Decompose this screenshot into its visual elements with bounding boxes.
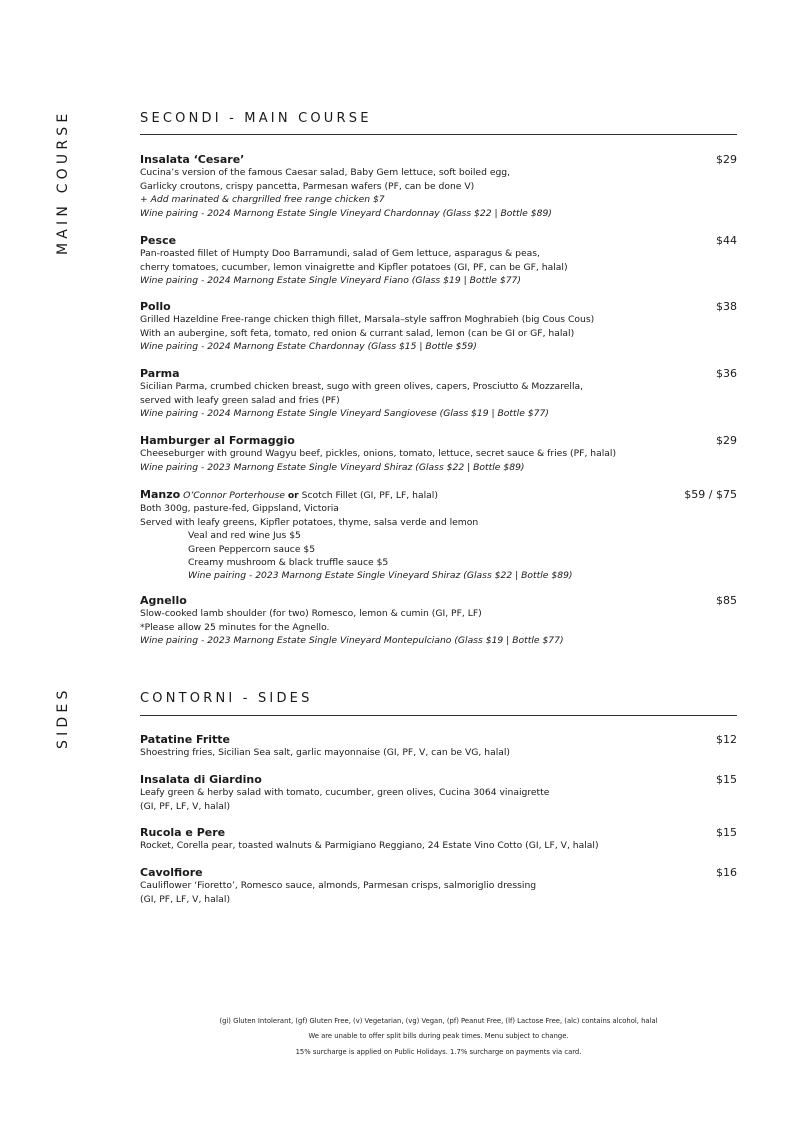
item-note: *Please allow 25 minutes for the Agnello. [140,621,330,633]
item-price: $12 [716,733,737,746]
section-divider [140,134,737,135]
item-description: served with leafy green salad and fries (PF) [140,394,340,406]
sauce-option: Green Peppercorn sauce $5 [188,543,316,555]
wine-pairing: Wine pairing - 2023 Marnong Estate Single Vineyard Montepulciano (Glass $19 | Bottle $77) [140,635,564,647]
item-description: Rocket, Corella pear, toasted walnuts & Parmigiano Reggiano, 24 Estate Vino Cotto (GI, LF, V, halal) [140,840,599,852]
item-name: Parma [140,367,180,380]
wine-pairing: Wine pairing - 2023 Marnong Estate Single Vineyard Shiraz (Glass $22 | Bottle $89) [188,570,573,582]
item-description: cherry tomatoes, cucumber, lemon vinaigrette and Kipfler potatoes (GI, PF, can be GF, halal) [140,261,568,273]
item-price: $15 [716,826,737,839]
section-title-secondi: SECONDI - MAIN COURSE [140,111,372,126]
item-description: Cucina’s version of the famous Caesar salad, Baby Gem lettuce, soft boiled egg, [140,167,511,179]
wine-pairing: Wine pairing - 2024 Marnong Estate Single Vineyard Fiano (Glass $19 | Bottle $77) [140,275,521,287]
item-price: $85 [716,594,737,607]
item-name: Rucola e Pere [140,826,226,839]
sauce-option: Creamy mushroom & black truffle sauce $5 [188,557,389,569]
menu-item-pesce [140,234,737,288]
item-price: $29 [716,153,737,166]
menu-item-patatine-fritte [140,733,737,760]
item-description: Shoestring fries, Sicilian Sea salt, garlic mayonnaise (GI, PF, V, can be VG, halal) [140,747,511,759]
item-description: Both 300g, pasture-fed, Gippsland, Victoria [140,503,339,515]
section-divider [140,715,737,716]
menu-item-pollo [140,300,737,354]
item-description: Leafy green & herby salad with tomato, cucumber, green olives, Cucina 3064 vinaigrette [140,787,550,799]
item-name: Cavolfiore [140,866,203,879]
item-price: $44 [716,234,737,247]
cut-option: O’Connor Porterhouse [183,490,285,501]
item-price: $16 [716,866,737,879]
item-description: With an aubergine, soft feta, tomato, red onion & currant salad, lemon (can be GI or GF, halal) [140,327,575,339]
item-description: Slow-cooked lamb shoulder (for two) Romesco, lemon & cumin (GI, PF, LF) [140,608,482,620]
wine-pairing: Wine pairing - 2024 Marnong Estate Chardonnay (Glass $15 | Bottle $59) [140,341,477,353]
menu-item-hamburger [140,434,737,474]
item-addon: + Add marinated & chargrilled free range chicken $7 [140,194,385,206]
item-name: Insalata ‘Cesare’ [140,153,245,166]
item-description: (GI, PF, LF, V, halal) [140,800,231,812]
wine-pairing: Wine pairing - 2024 Marnong Estate Single Vineyard Sangiovese (Glass $19 | Bottle $77) [140,408,549,420]
menu-item-insalata-cesare [140,153,737,220]
dietary-legend: (gi) Gluten Intolerant, (gf) Gluten Free, (v) Vegetarian, (vg) Vegan, (pf) Peanut Free, (lf) Lactose Free, (alc) contains alcohol, halal [219,1017,658,1025]
item-name: Hamburger al Formaggio [140,434,295,447]
item-price: $38 [716,300,737,313]
item-description: (GI, PF, LF, V, halal) [140,893,231,905]
cut-option: Scotch Fillet (GI, PF, LF, halal) [301,490,438,501]
item-name-row [140,488,737,502]
wine-pairing: Wine pairing - 2024 Marnong Estate Single Vineyard Chardonnay (Glass $22 | Bottle $89) [140,207,552,219]
item-name: Pesce [140,234,177,247]
side-label-sides: SIDES [55,686,71,749]
menu-item-agnello [140,594,737,648]
menu-item-rucola-pere [140,826,737,853]
item-description: Sicilian Parma, crumbed chicken breast, sugo with green olives, capers, Prosciutto & Mozzarella, [140,381,584,393]
menu-item-cavolfiore [140,866,737,906]
item-description: Served with leafy greens, Kipfler potatoes, thyme, salsa verde and lemon [140,516,479,528]
section-title-contorni: CONTORNI - SIDES [140,691,313,706]
menu-item-insalata-giardino [140,773,737,813]
item-name: Pollo [140,300,171,313]
surcharge-note: 15% surcharge is applied on Public Holidays. 1.7% surcharge on payments via card. [295,1047,582,1056]
item-price: $59 / $75 [684,488,737,501]
item-price: $15 [716,773,737,786]
item-name: Manzo [140,488,181,501]
item-price: $29 [716,434,737,447]
item-description: Pan-roasted fillet of Humpty Doo Barramundi, salad of Gem lettuce, asparagus & peas, [140,248,540,260]
item-price: $36 [716,367,737,380]
item-description: Garlicky croutons, crispy pancetta, Parmesan wafers (PF, can be done V) [140,180,475,192]
item-description: Grilled Hazeldine Free-range chicken thigh fillet, Marsala–style saffron Moghrabieh (big Cous Cous) [140,314,595,326]
item-description: Cauliflower ‘Fioretto’, Romesco sauce, almonds, Parmesan crisps, salmoriglio dressing [140,880,537,892]
sauce-option: Veal and red wine Jus $5 [188,530,301,542]
split-bill-note: We are unable to offer split bills during peak times. Menu subject to change. [308,1032,569,1041]
item-description: Cheeseburger with ground Wagyu beef, pickles, onions, tomato, lettuce, secret sauce & fries (PF, halal) [140,448,617,460]
wine-pairing: Wine pairing - 2023 Marnong Estate Single Vineyard Shiraz (Glass $22 | Bottle $89) [140,461,525,473]
item-name: Patatine Fritte [140,733,231,746]
item-name: Agnello [140,594,187,607]
item-name: Insalata di Giardino [140,773,262,786]
footer-notes [140,1014,737,1060]
menu-item-manzo [140,488,737,583]
menu-item-parma [140,367,737,421]
or-conjunction: or [287,490,299,501]
side-label-main-course: MAIN COURSE [55,109,71,255]
